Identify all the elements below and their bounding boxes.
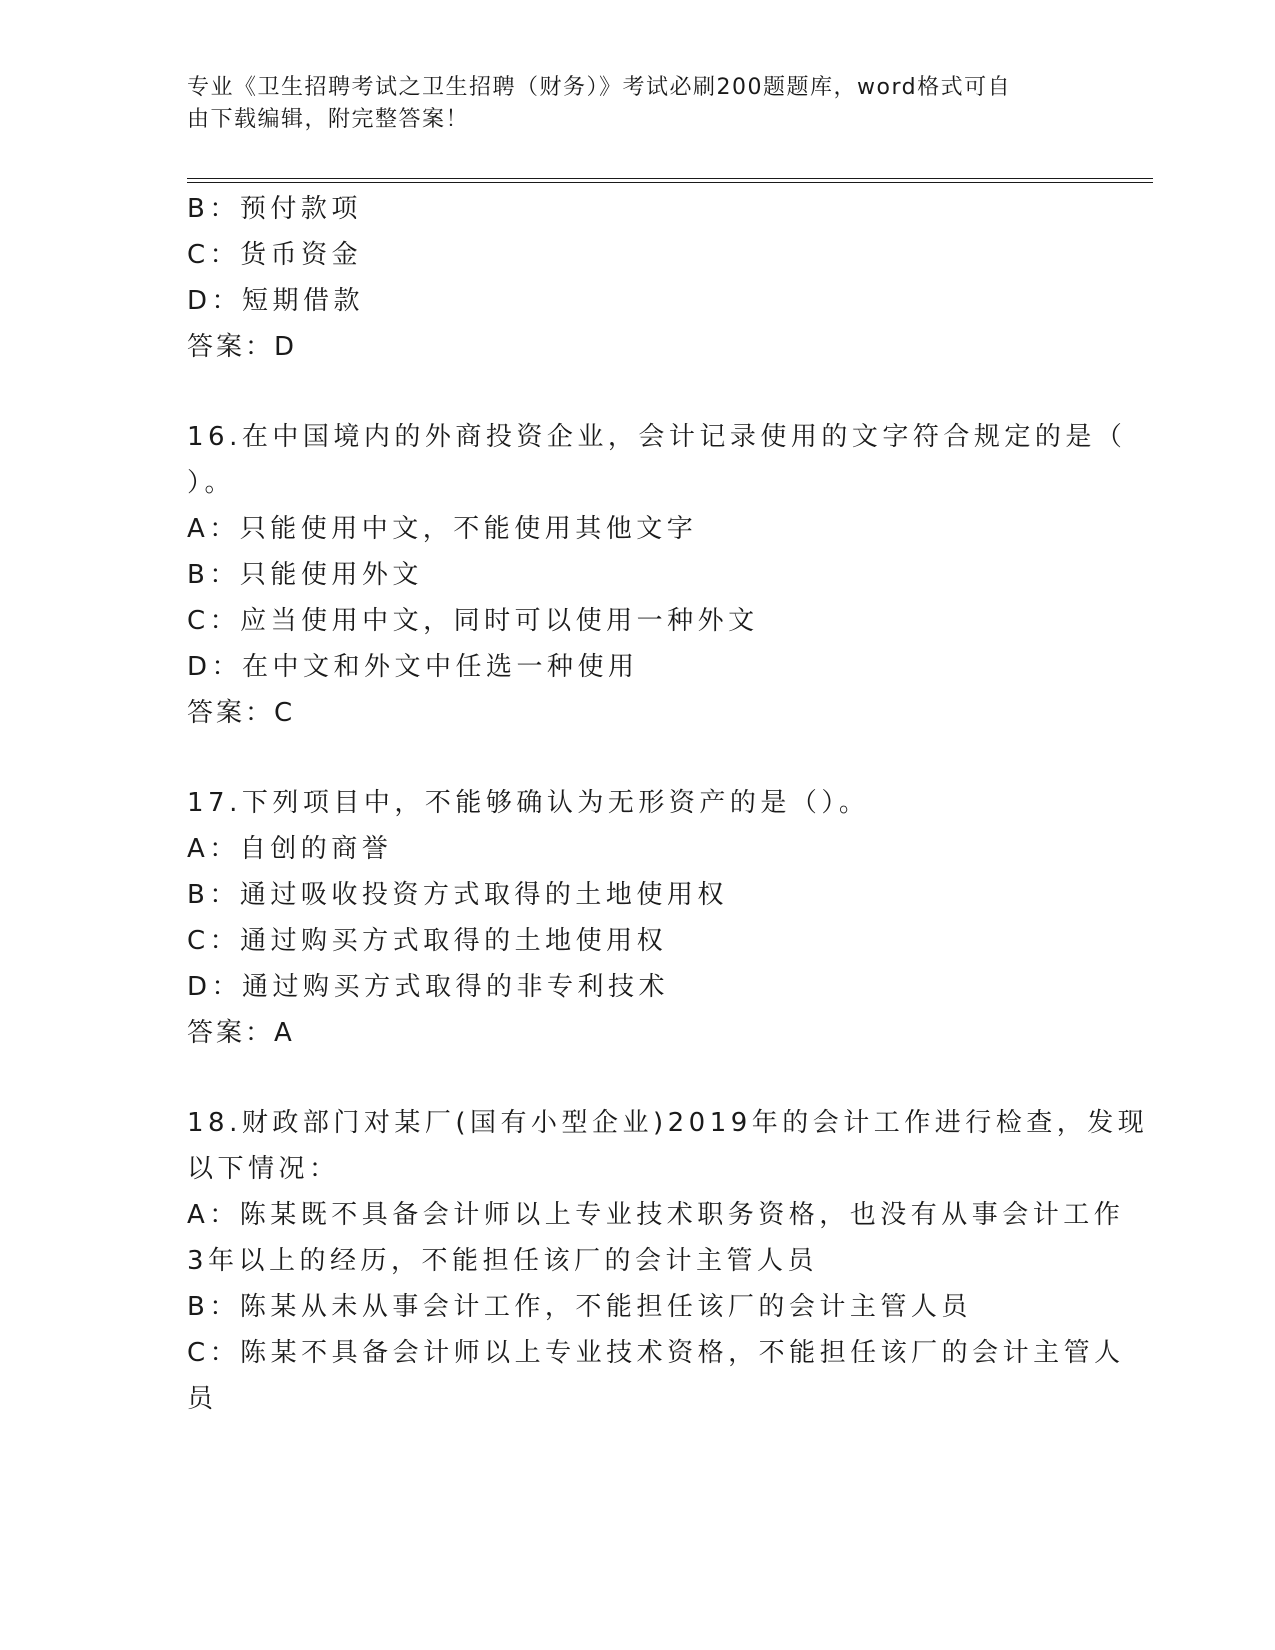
question-spacer [187,736,1087,780]
question-stem: 17.下列项目中，不能够确认为无形资产的是（）。 [187,788,870,818]
question-17 [187,780,1087,1056]
option-c: C：货币资金 [187,240,363,270]
header-title-line-2: 由下载编辑，附完整答案！ [187,107,470,132]
question-stem: 18.财政部门对某厂(国有小型企业)2019年的会计工作进行检查，发现 [187,1108,1149,1138]
option-b: B：预付款项 [187,194,362,224]
answer-line: 答案：A [187,1018,295,1048]
question-spacer [187,1056,1087,1100]
option-c: C：应当使用中文，同时可以使用一种外文 [187,606,759,636]
option-a: A：自创的商誉 [187,834,393,864]
answer-line: 答案：D [187,332,298,362]
header-title-line-1: 专业《卫生招聘考试之卫生招聘（财务）》考试必刷200题题库，word格式可自 [187,75,1012,100]
option-b: B：只能使用外文 [187,560,423,590]
question-list [187,186,1149,1422]
option-c: C：陈某不具备会计师以上专业技术资格，不能担任该厂的会计主管人 [187,1338,1125,1368]
option-a: A：只能使用中文，不能使用其他文字 [187,514,698,544]
document-header [187,72,1087,136]
header-double-rule [187,178,1153,183]
answer-line: 答案：C [187,698,296,728]
question-stem-continued: 以下情况： [187,1154,340,1184]
option-a-continued: 3年以上的经历，不能担任该厂的会计主管人员 [187,1246,819,1276]
question-stem-continued: ）。 [187,468,236,498]
option-b: B：陈某从未从事会计工作，不能担任该厂的会计主管人员 [187,1292,972,1322]
option-a: A：陈某既不具备会计师以上专业技术职务资格，也没有从事会计工作 [187,1200,1125,1230]
option-d: D：在中文和外文中任选一种使用 [187,652,639,682]
question-18 [187,1100,1149,1422]
question-spacer [187,370,1087,414]
option-d: D：通过购买方式取得的非专利技术 [187,972,670,1002]
question-15-continuation [187,186,1087,370]
question-16 [187,414,1127,736]
question-stem: 16.在中国境内的外商投资企业，会计记录使用的文字符合规定的是（ [187,422,1127,452]
option-b: B：通过吸收投资方式取得的土地使用权 [187,880,728,910]
option-c: C：通过购买方式取得的土地使用权 [187,926,668,956]
option-c-continued: 员 [187,1384,218,1414]
option-d: D：短期借款 [187,286,365,316]
